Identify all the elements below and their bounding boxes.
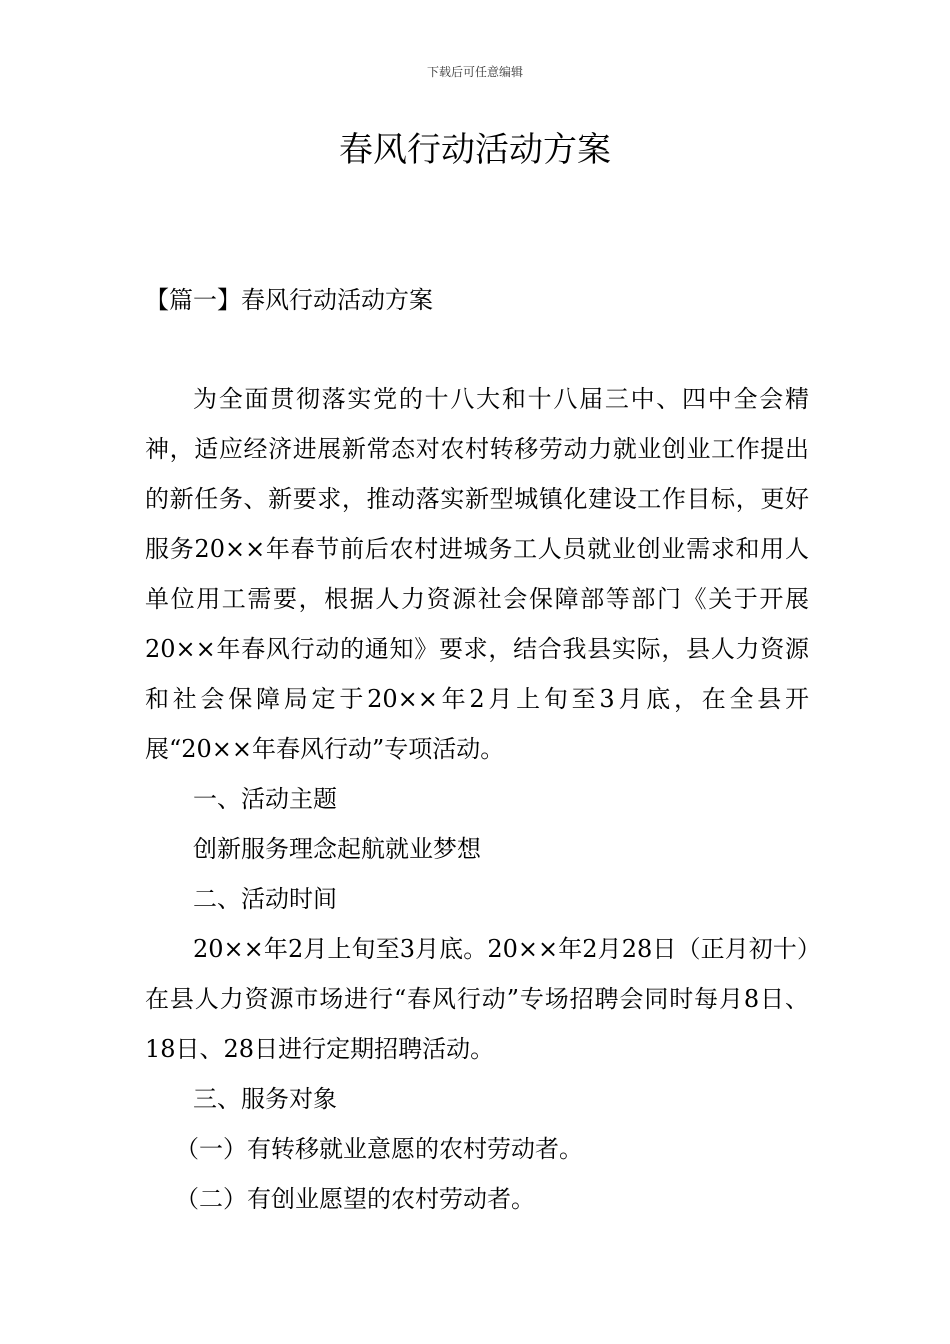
activity-time-text: 20××年2月上旬至3月底。20××年2月28日（正月初十）在县人力资源市场进行“春风行动”专场招聘会同时每月8日、18日、28日进行定期招聘活动。 bbox=[145, 935, 809, 1063]
document-body bbox=[145, 374, 809, 1224]
section-heading: 【篇一】春风行动活动方案 bbox=[145, 286, 433, 314]
heading-activity-theme: 一、活动主题 bbox=[193, 785, 337, 813]
document-title: 春风行动活动方案 bbox=[339, 130, 611, 170]
header-note: 下载后可任意编辑 bbox=[426, 65, 523, 79]
service-target-item-2: （二）有创业愿望的农村劳动者。 bbox=[175, 1185, 535, 1213]
activity-theme-text: 创新服务理念起航就业梦想 bbox=[193, 835, 481, 863]
paragraph-intro: 为全面贯彻落实党的十八大和十八届三中、四中全会精神，适应经济进展新常态对农村转移劳动力就业创业工作提出的新任务、新要求，推动落实新型城镇化建设工作目标，更好服务20××年春节前后农村进城务工人员就业创业需求和用人单位用工需要，根据人力资源社会保障部等部门《关于开展20××年春风行动的通知》要求，结合我县实际，县人力资源和社会保障局定于20××年2月上旬至3月底，在全县开展“20××年春风行动”专项活动。 bbox=[145, 385, 809, 763]
heading-service-target: 三、服务对象 bbox=[193, 1085, 337, 1113]
service-target-item-1: （一）有转移就业意愿的农村劳动者。 bbox=[175, 1135, 583, 1163]
heading-activity-time: 二、活动时间 bbox=[193, 885, 337, 913]
